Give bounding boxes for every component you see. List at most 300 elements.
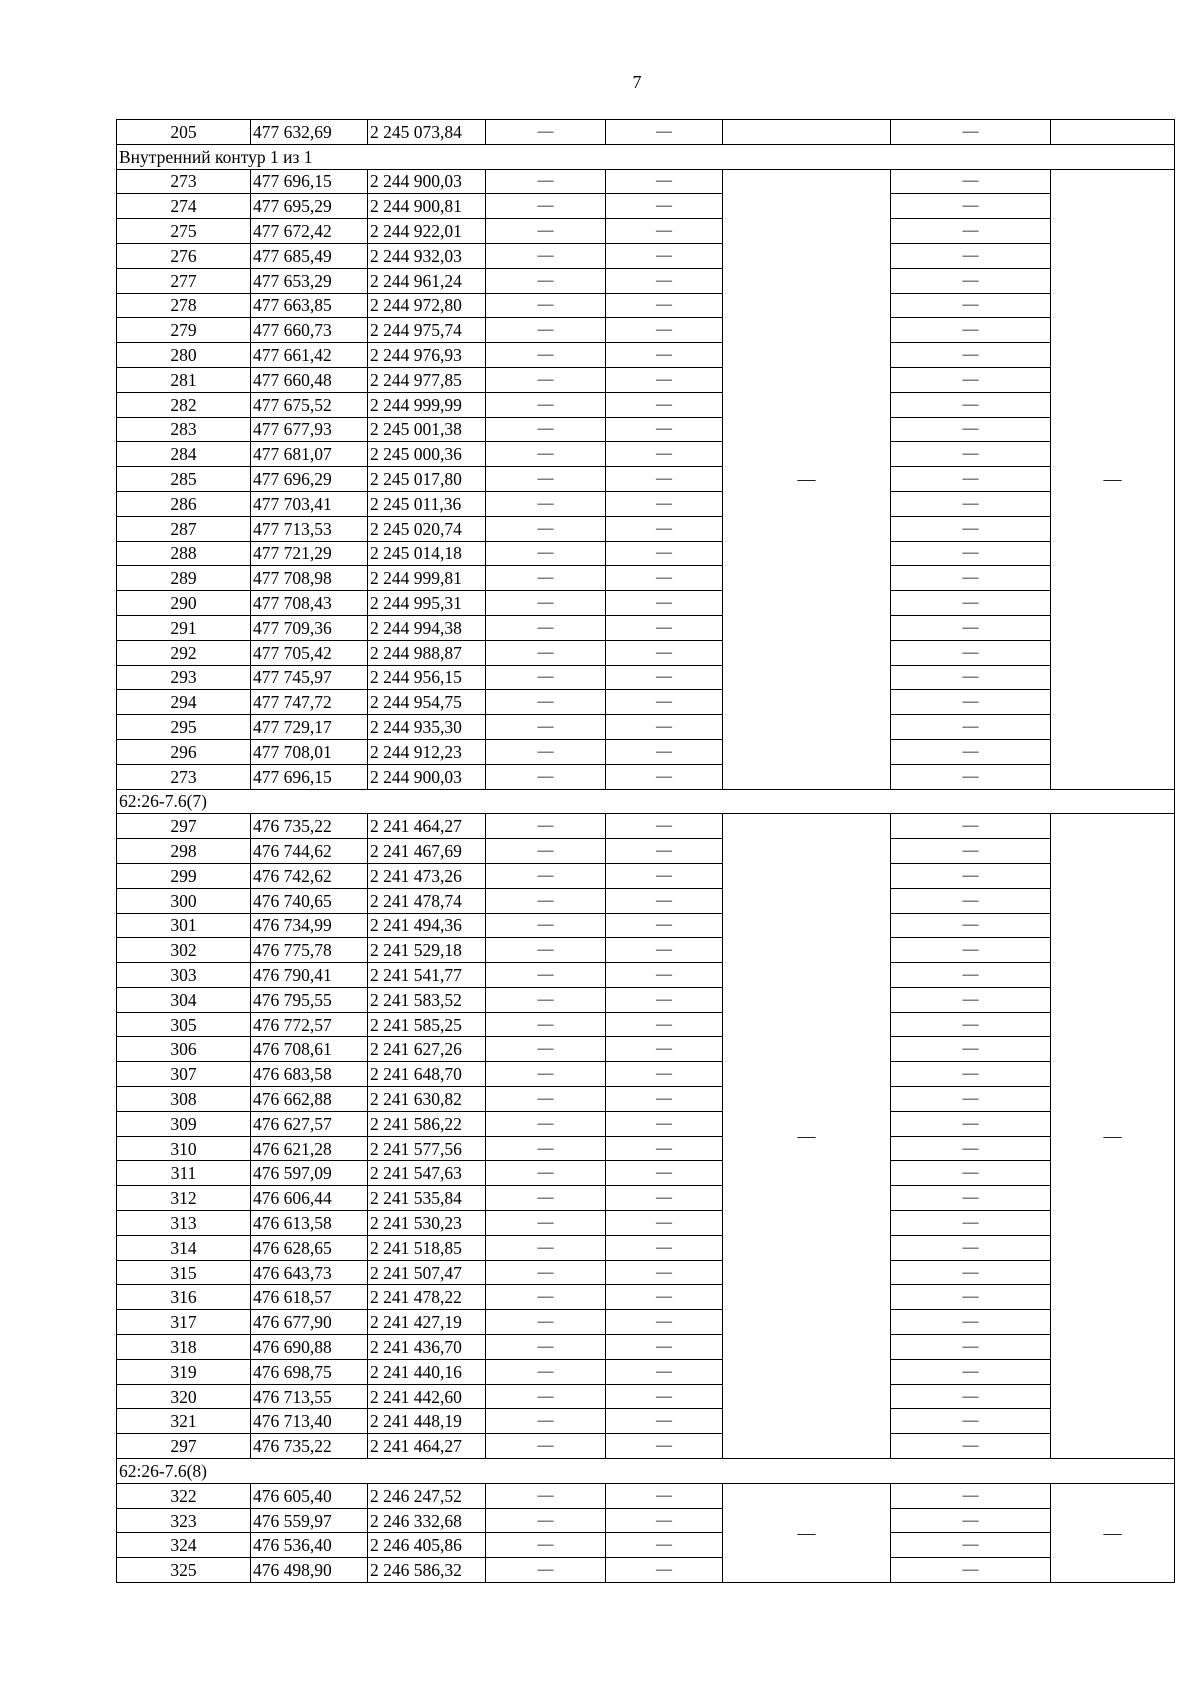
dash-cell: — — [891, 1062, 1051, 1087]
point-number: 301 — [117, 913, 251, 938]
dash-cell: — — [486, 1285, 606, 1310]
coord-x: 476 606,44 — [251, 1186, 368, 1211]
coord-y: 2 241 541,77 — [368, 963, 486, 988]
point-number: 295 — [117, 715, 251, 740]
coord-x: 477 729,17 — [251, 715, 368, 740]
coord-x: 477 696,15 — [251, 764, 368, 789]
table-row — [117, 219, 1175, 244]
dash-cell: — — [486, 1359, 606, 1384]
dash-cell: — — [891, 963, 1051, 988]
section-header-row — [117, 144, 1175, 169]
dash-cell: — — [486, 268, 606, 293]
dash-cell: — — [606, 863, 723, 888]
coord-y: 2 246 247,52 — [368, 1483, 486, 1508]
dash-cell: — — [891, 566, 1051, 591]
point-number: 320 — [117, 1384, 251, 1409]
dash-cell: — — [891, 938, 1051, 963]
table-row — [117, 1310, 1175, 1335]
dash-cell: — — [486, 913, 606, 938]
dash-cell: — — [606, 690, 723, 715]
dash-cell: — — [891, 516, 1051, 541]
dash-cell: — — [606, 219, 723, 244]
dash-cell: — — [606, 1508, 723, 1533]
point-number: 325 — [117, 1558, 251, 1583]
point-number: 298 — [117, 839, 251, 864]
coord-x: 476 734,99 — [251, 913, 368, 938]
coord-y: 2 241 627,26 — [368, 1037, 486, 1062]
coord-x: 476 605,40 — [251, 1483, 368, 1508]
coord-y: 2 244 995,31 — [368, 591, 486, 616]
dash-cell: — — [891, 1558, 1051, 1583]
point-number: 299 — [117, 863, 251, 888]
dash-cell: — — [486, 615, 606, 640]
table-row — [117, 963, 1175, 988]
table-row — [117, 839, 1175, 864]
table-row — [117, 120, 1175, 145]
dash-cell: — — [891, 1161, 1051, 1186]
dash-cell: — — [891, 1508, 1051, 1533]
point-number: 302 — [117, 938, 251, 963]
table-row — [117, 367, 1175, 392]
dash-cell: — — [606, 268, 723, 293]
dash-cell: — — [486, 566, 606, 591]
dash-cell: — — [486, 516, 606, 541]
table-row — [117, 1186, 1175, 1211]
point-number: 307 — [117, 1062, 251, 1087]
dash-cell: — — [486, 963, 606, 988]
table-row — [117, 1037, 1175, 1062]
dash-cell: — — [891, 1111, 1051, 1136]
point-number: 300 — [117, 888, 251, 913]
dash-cell: — — [891, 1533, 1051, 1558]
dash-cell: — — [891, 1235, 1051, 1260]
coord-y: 2 241 547,63 — [368, 1161, 486, 1186]
coord-y: 2 241 577,56 — [368, 1136, 486, 1161]
dash-cell: — — [486, 1434, 606, 1459]
dash-cell: — — [486, 938, 606, 963]
merged-dash-cell: — — [1051, 1483, 1175, 1582]
table-row — [117, 566, 1175, 591]
point-number: 290 — [117, 591, 251, 616]
coord-y: 2 244 900,03 — [368, 764, 486, 789]
dash-cell: — — [891, 1434, 1051, 1459]
coord-x: 476 742,62 — [251, 863, 368, 888]
coord-y: 2 241 494,36 — [368, 913, 486, 938]
dash-cell: — — [891, 1012, 1051, 1037]
table-row — [117, 690, 1175, 715]
dash-cell: — — [486, 293, 606, 318]
coord-y: 2 245 020,74 — [368, 516, 486, 541]
dash-cell: — — [486, 120, 606, 145]
dash-cell: — — [606, 120, 723, 145]
dash-cell: — — [606, 1211, 723, 1236]
dash-cell: — — [486, 1235, 606, 1260]
coord-y: 2 241 586,22 — [368, 1111, 486, 1136]
point-number: 274 — [117, 194, 251, 219]
dash-cell: — — [606, 318, 723, 343]
dash-cell: — — [486, 640, 606, 665]
section-title: Внутренний контур 1 из 1 — [117, 144, 1175, 169]
coord-x: 477 708,01 — [251, 739, 368, 764]
dash-cell: — — [486, 1186, 606, 1211]
point-number: 285 — [117, 467, 251, 492]
dash-cell: — — [606, 640, 723, 665]
coord-y: 2 244 922,01 — [368, 219, 486, 244]
dash-cell: — — [891, 243, 1051, 268]
table-row — [117, 392, 1175, 417]
coord-x: 476 613,58 — [251, 1211, 368, 1236]
dash-cell: — — [891, 615, 1051, 640]
coord-y: 2 244 988,87 — [368, 640, 486, 665]
dash-cell: — — [891, 442, 1051, 467]
table-row — [117, 987, 1175, 1012]
merged-dash-cell: — — [723, 1483, 891, 1582]
dash-cell: — — [891, 491, 1051, 516]
coord-x: 477 675,52 — [251, 392, 368, 417]
dash-cell: — — [891, 1037, 1051, 1062]
table-row — [117, 764, 1175, 789]
dash-cell: — — [606, 1186, 723, 1211]
point-number: 284 — [117, 442, 251, 467]
dash-cell: — — [486, 764, 606, 789]
table-row — [117, 1285, 1175, 1310]
dash-cell: — — [486, 1211, 606, 1236]
coord-y: 2 244 961,24 — [368, 268, 486, 293]
table-row — [117, 541, 1175, 566]
coord-x: 476 683,58 — [251, 1062, 368, 1087]
table-row — [117, 1359, 1175, 1384]
dash-cell: — — [606, 1285, 723, 1310]
merged-dash-cell: — — [1051, 169, 1175, 789]
coord-y: 2 244 935,30 — [368, 715, 486, 740]
dash-cell: — — [606, 1335, 723, 1360]
point-number: 287 — [117, 516, 251, 541]
coord-x: 477 703,41 — [251, 491, 368, 516]
dash-cell: — — [606, 566, 723, 591]
point-number: 273 — [117, 169, 251, 194]
dash-cell: — — [606, 1037, 723, 1062]
coord-y: 2 244 932,03 — [368, 243, 486, 268]
merged-dash-cell: — — [723, 169, 891, 789]
coord-x: 476 618,57 — [251, 1285, 368, 1310]
dash-cell: — — [891, 839, 1051, 864]
coord-y: 2 244 900,03 — [368, 169, 486, 194]
table-row — [117, 442, 1175, 467]
coord-x: 476 775,78 — [251, 938, 368, 963]
dash-cell: — — [891, 1483, 1051, 1508]
coord-x: 476 735,22 — [251, 1434, 368, 1459]
table-row — [117, 1161, 1175, 1186]
point-number: 309 — [117, 1111, 251, 1136]
coord-x: 477 747,72 — [251, 690, 368, 715]
dash-cell: — — [606, 343, 723, 368]
coord-y: 2 241 464,27 — [368, 1434, 486, 1459]
dash-cell: — — [891, 1359, 1051, 1384]
coord-x: 476 698,75 — [251, 1359, 368, 1384]
table-row — [117, 715, 1175, 740]
coord-y: 2 244 956,15 — [368, 665, 486, 690]
point-number: 280 — [117, 343, 251, 368]
dash-cell: — — [486, 392, 606, 417]
coord-y: 2 245 017,80 — [368, 467, 486, 492]
point-number: 292 — [117, 640, 251, 665]
point-number: 297 — [117, 1434, 251, 1459]
table-row — [117, 1508, 1175, 1533]
table-row — [117, 1136, 1175, 1161]
table-row — [117, 293, 1175, 318]
coord-x: 477 660,48 — [251, 367, 368, 392]
dash-cell: — — [606, 715, 723, 740]
table-row — [117, 1409, 1175, 1434]
point-number: 317 — [117, 1310, 251, 1335]
dash-cell: — — [486, 1012, 606, 1037]
point-number: 205 — [117, 120, 251, 145]
table-row — [117, 1533, 1175, 1558]
dash-cell: — — [606, 392, 723, 417]
dash-cell: — — [486, 739, 606, 764]
dash-cell: — — [891, 318, 1051, 343]
dash-cell: — — [606, 1359, 723, 1384]
dash-cell: — — [606, 764, 723, 789]
section-title: 62:26-7.6(8) — [117, 1459, 1175, 1484]
table-row — [117, 888, 1175, 913]
dash-cell: — — [606, 417, 723, 442]
dash-cell: — — [606, 442, 723, 467]
table-row — [117, 318, 1175, 343]
point-number: 288 — [117, 541, 251, 566]
dash-cell: — — [486, 814, 606, 839]
coord-y: 2 241 529,18 — [368, 938, 486, 963]
point-number: 305 — [117, 1012, 251, 1037]
dash-cell: — — [891, 120, 1051, 145]
dash-cell: — — [891, 392, 1051, 417]
dash-cell: — — [486, 1161, 606, 1186]
dash-cell: — — [606, 1483, 723, 1508]
dash-cell: — — [486, 1260, 606, 1285]
dash-cell: — — [606, 1384, 723, 1409]
coord-x: 477 661,42 — [251, 343, 368, 368]
page-bottom-margin — [0, 1600, 1200, 1697]
table-row — [117, 1483, 1175, 1508]
table-row — [117, 417, 1175, 442]
dash-cell: — — [606, 1533, 723, 1558]
dash-cell: — — [486, 1136, 606, 1161]
coord-y: 2 241 436,70 — [368, 1335, 486, 1360]
point-number: 306 — [117, 1037, 251, 1062]
coord-y: 2 241 473,26 — [368, 863, 486, 888]
coord-y: 2 244 976,93 — [368, 343, 486, 368]
table-row — [117, 243, 1175, 268]
coord-x: 477 696,15 — [251, 169, 368, 194]
coord-y: 2 245 011,36 — [368, 491, 486, 516]
coord-y: 2 245 000,36 — [368, 442, 486, 467]
coord-x: 477 632,69 — [251, 120, 368, 145]
dash-cell: — — [606, 987, 723, 1012]
table-row — [117, 1062, 1175, 1087]
coord-x: 476 735,22 — [251, 814, 368, 839]
point-number: 275 — [117, 219, 251, 244]
dash-cell: — — [891, 987, 1051, 1012]
coord-x: 476 597,09 — [251, 1161, 368, 1186]
table-row — [117, 615, 1175, 640]
dash-cell: — — [606, 1012, 723, 1037]
dash-cell: — — [486, 863, 606, 888]
table-row — [117, 1434, 1175, 1459]
point-number: 291 — [117, 615, 251, 640]
coord-y: 2 245 014,18 — [368, 541, 486, 566]
dash-cell: — — [606, 1235, 723, 1260]
dash-cell: — — [606, 839, 723, 864]
dash-cell: — — [891, 665, 1051, 690]
coord-x: 477 653,29 — [251, 268, 368, 293]
dash-cell: — — [891, 1335, 1051, 1360]
coord-x: 476 795,55 — [251, 987, 368, 1012]
point-number: 311 — [117, 1161, 251, 1186]
dash-cell: — — [891, 1384, 1051, 1409]
coord-y: 2 241 507,47 — [368, 1260, 486, 1285]
dash-cell: — — [891, 343, 1051, 368]
coord-x: 476 790,41 — [251, 963, 368, 988]
dash-cell: — — [606, 1087, 723, 1112]
dash-cell: — — [891, 591, 1051, 616]
point-number: 281 — [117, 367, 251, 392]
point-number: 282 — [117, 392, 251, 417]
coord-y: 2 245 001,38 — [368, 417, 486, 442]
coord-x: 476 621,28 — [251, 1136, 368, 1161]
dash-cell: — — [891, 814, 1051, 839]
table-row — [117, 1558, 1175, 1583]
coord-y: 2 241 440,16 — [368, 1359, 486, 1384]
dash-cell: — — [606, 293, 723, 318]
table-body — [117, 120, 1175, 1583]
dash-cell: — — [486, 1335, 606, 1360]
table-row — [117, 814, 1175, 839]
dash-cell: — — [606, 1434, 723, 1459]
coord-x: 477 696,29 — [251, 467, 368, 492]
dash-cell: — — [486, 442, 606, 467]
coord-x: 476 536,40 — [251, 1533, 368, 1558]
coord-y: 2 241 530,23 — [368, 1211, 486, 1236]
table-row — [117, 913, 1175, 938]
dash-cell: — — [891, 863, 1051, 888]
coord-y: 2 241 535,84 — [368, 1186, 486, 1211]
coord-x: 477 708,43 — [251, 591, 368, 616]
dash-cell: — — [891, 541, 1051, 566]
point-number: 276 — [117, 243, 251, 268]
coord-y: 2 245 073,84 — [368, 120, 486, 145]
dash-cell: — — [486, 417, 606, 442]
dash-cell: — — [891, 1211, 1051, 1236]
dash-cell: — — [486, 888, 606, 913]
dash-cell: — — [606, 243, 723, 268]
coord-y: 2 244 912,23 — [368, 739, 486, 764]
dash-cell: — — [891, 219, 1051, 244]
point-number: 322 — [117, 1483, 251, 1508]
table-row — [117, 739, 1175, 764]
coord-x: 477 695,29 — [251, 194, 368, 219]
dash-cell: — — [606, 467, 723, 492]
coord-x: 476 662,88 — [251, 1087, 368, 1112]
coord-y: 2 244 954,75 — [368, 690, 486, 715]
dash-cell: — — [606, 491, 723, 516]
dash-cell: — — [606, 963, 723, 988]
coord-x: 477 708,98 — [251, 566, 368, 591]
point-number: 315 — [117, 1260, 251, 1285]
point-number: 308 — [117, 1087, 251, 1112]
dash-cell: — — [891, 1310, 1051, 1335]
point-number: 314 — [117, 1235, 251, 1260]
dash-cell: — — [606, 1136, 723, 1161]
dash-cell: — — [606, 739, 723, 764]
coord-y: 2 241 478,74 — [368, 888, 486, 913]
coord-x: 477 713,53 — [251, 516, 368, 541]
dash-cell: — — [486, 591, 606, 616]
dash-cell: — — [891, 367, 1051, 392]
table-row — [117, 640, 1175, 665]
coord-x: 477 672,42 — [251, 219, 368, 244]
dash-cell: — — [891, 169, 1051, 194]
coord-x: 477 663,85 — [251, 293, 368, 318]
dash-cell: — — [486, 194, 606, 219]
coord-x: 477 745,97 — [251, 665, 368, 690]
point-number: 273 — [117, 764, 251, 789]
dash-cell: — — [486, 243, 606, 268]
table-row — [117, 1111, 1175, 1136]
point-number: 323 — [117, 1508, 251, 1533]
coord-x: 476 643,73 — [251, 1260, 368, 1285]
coord-x: 476 772,57 — [251, 1012, 368, 1037]
point-number: 296 — [117, 739, 251, 764]
dash-cell: — — [606, 1409, 723, 1434]
dash-cell: — — [486, 343, 606, 368]
coord-x: 477 677,93 — [251, 417, 368, 442]
coord-x: 477 721,29 — [251, 541, 368, 566]
dash-cell: — — [606, 1558, 723, 1583]
empty-cell — [1051, 120, 1175, 145]
table-row — [117, 665, 1175, 690]
dash-cell: — — [606, 665, 723, 690]
dash-cell: — — [606, 1111, 723, 1136]
dash-cell: — — [486, 169, 606, 194]
point-number: 304 — [117, 987, 251, 1012]
point-number: 324 — [117, 1533, 251, 1558]
point-number: 297 — [117, 814, 251, 839]
table-row — [117, 1260, 1175, 1285]
point-number: 279 — [117, 318, 251, 343]
dash-cell: — — [891, 1285, 1051, 1310]
dash-cell: — — [606, 1310, 723, 1335]
table-row — [117, 1335, 1175, 1360]
coord-y: 2 246 405,86 — [368, 1533, 486, 1558]
coord-y: 2 241 442,60 — [368, 1384, 486, 1409]
dash-cell: — — [891, 417, 1051, 442]
dash-cell: — — [486, 987, 606, 1012]
dash-cell: — — [606, 169, 723, 194]
merged-dash-cell: — — [723, 814, 891, 1459]
dash-cell: — — [486, 1558, 606, 1583]
coord-y: 2 241 648,70 — [368, 1062, 486, 1087]
empty-cell — [723, 120, 891, 145]
point-number: 283 — [117, 417, 251, 442]
point-number: 277 — [117, 268, 251, 293]
dash-cell: — — [891, 913, 1051, 938]
coord-y: 2 246 332,68 — [368, 1508, 486, 1533]
table-row — [117, 516, 1175, 541]
section-title: 62:26-7.6(7) — [117, 789, 1175, 814]
coord-y: 2 241 583,52 — [368, 987, 486, 1012]
table-row — [117, 938, 1175, 963]
table-row — [117, 491, 1175, 516]
